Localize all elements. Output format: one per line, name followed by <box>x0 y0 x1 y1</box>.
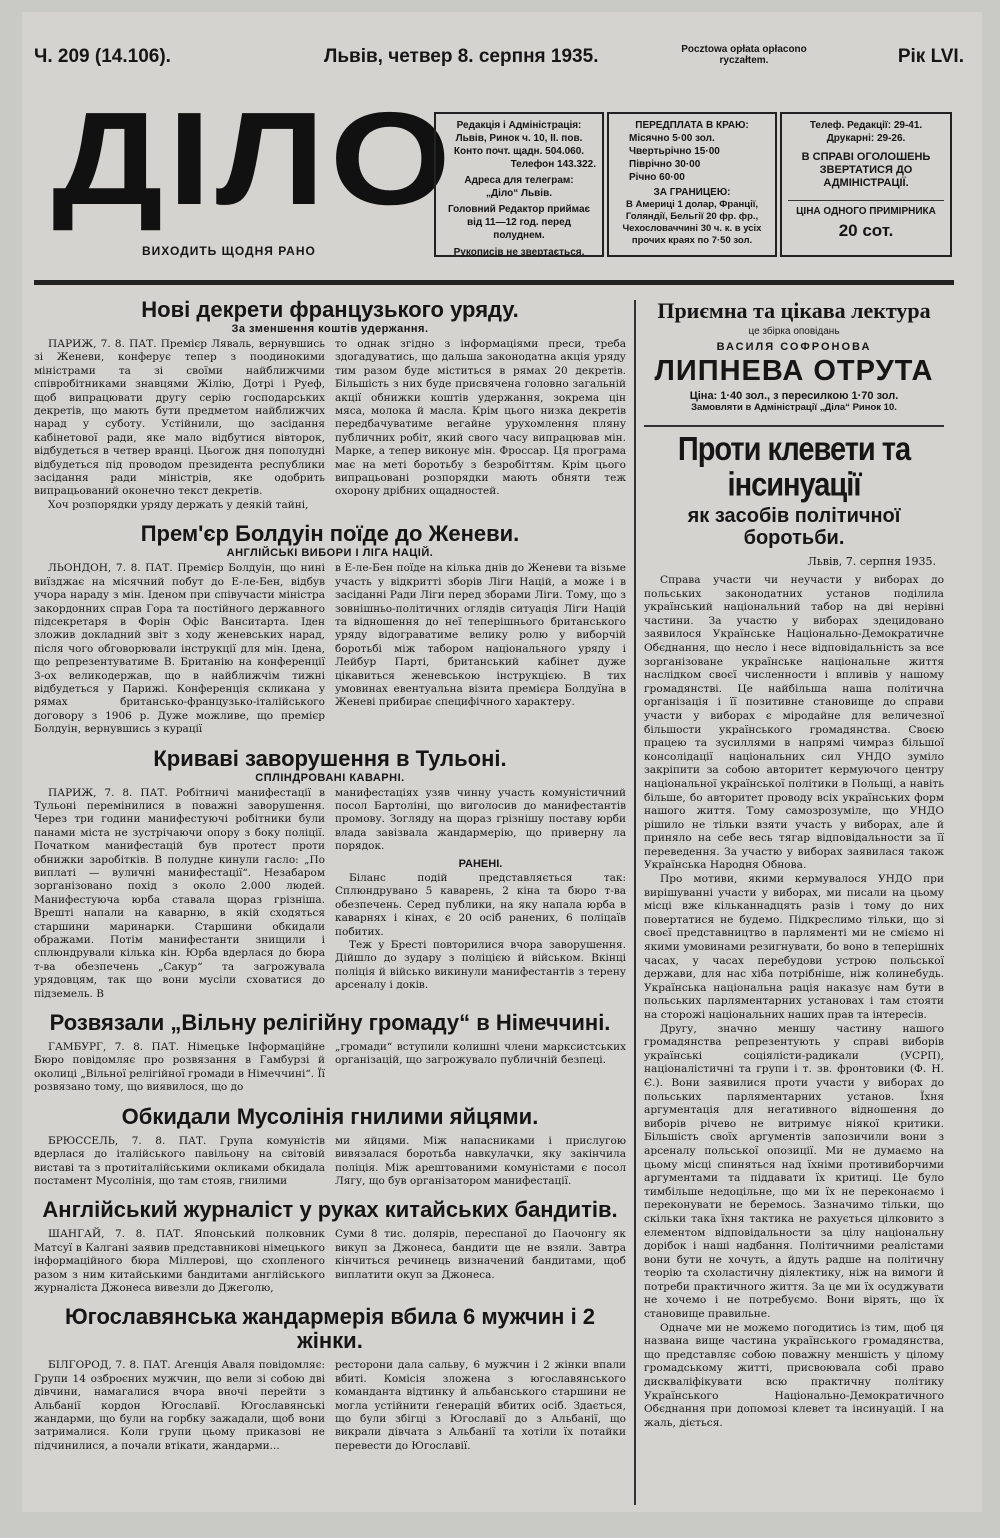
subscription-title: ПЕРЕДПЛАТА В КРАЮ: <box>635 120 749 131</box>
article-body <box>34 338 626 512</box>
article-subtitle: За зменшення коштів удержання. <box>231 323 429 335</box>
article-title: Нові декрети французького уряду. <box>141 297 519 322</box>
box1-line: Редакція і Адміністрація: <box>456 120 582 131</box>
article-body <box>34 1359 626 1453</box>
section-heading: РАНЕНІ. <box>458 857 503 870</box>
article-subtitle: АНГЛІЙСЬКІ ВИБОРИ І ЛІГА НАЦІЙ. <box>226 547 434 560</box>
editorial-info-box <box>434 112 604 257</box>
article-text: Теж у Бресті повторилися вчора заворушення. Дійшло до зудару з поліцією й військом. Вкінці поліція й військо викинули манифестантів з терену арсеналу і доків. <box>335 939 626 992</box>
ad-order: Замовляти в Адміністрації „Діла“ Ринок 10. <box>691 402 897 413</box>
contact-line: Телеф. Редакції: 29-41. <box>809 120 923 131</box>
box1-line: „Діло“ Львів. <box>485 188 553 199</box>
editorial-date: Львів, 7. серпня 1935. <box>807 555 936 568</box>
article-body <box>34 1041 626 1095</box>
ad-line: це збірка оповідань <box>748 326 840 337</box>
editorial-paragraph: Про мотиви, якими кермувалося УНДО при вирішуванні участи у виборах, ми писали на цьому місці вже кільканнадцять разів і тому до них повертатися не будемо. Підкреслимо тільки, що зі своєї представництво в парляменті ми не сміємо ні якими умовинами резигнувати, бо воно в теперішніх часах, у часах перебудови устрою польської держави, для нас хіба потрібніше, ніж колинебудь. Українська національна рація наказує нам бути в польських парляментарних установах і там стояти на сторожі національних наших прав та інтересів. <box>644 873 944 1021</box>
ad-headline: Приємна та цікава лектура <box>657 298 931 323</box>
ad-price: Ціна: 1·40 зол., з пересилкою 1·70 зол. <box>689 390 899 402</box>
article-text: БІЛГОРОД, 7. 8. ПАТ. Агенція Аваля повідомляє: Групи 14 озброєних мужчин, що вели зі собою дві дівчини, намагалися вчора вночі перейти з Альбанії кордон Югославії. Югославянські жандарми, що були на горбку зажадали, щоб вони затрималися. Коли групи цьому приказові не підчинилися, а почали втікати, жандарми... <box>34 1359 325 1452</box>
abroad-title: ЗА ГРАНИЦЕЮ: <box>653 187 731 198</box>
article-body <box>34 787 626 1002</box>
article-title: Югославянська жандармерія вбила 6 мужчин і 2 жінки. <box>64 1304 596 1354</box>
article-text: манифестаціях узяв чинну участь комуністичний посол Бартоліні, що виголосив до манифестантів промову. Зогляду на щораз грізнішу поставу юрби влада завізвала жандармерію, що приверну ла порядок. <box>335 786 626 853</box>
left-column <box>34 292 626 1453</box>
subscription-box <box>607 112 777 257</box>
editorial-body <box>644 574 944 1430</box>
contact-line: В СПРАВІ ОГОЛОШЕНЬ ЗВЕРТАТИСЯ ДО АДМІНІСТРАЦІЇ. <box>801 151 931 189</box>
article-title: Обкидали Мусолінія гнилими яйцями. <box>121 1103 539 1129</box>
article-title: Англійський журналіст у руках китайських бандитів. <box>42 1197 618 1223</box>
abroad-text: В Америці 1 долар, Франції, Голяндії, Бельгії 20 фр. фр., Чехословаччині 30 ч. к. в усіх прочих краях по 7·50 зол. <box>622 199 762 246</box>
box1-line: Конто почт. щадн. 504.060. <box>453 146 585 157</box>
box1-line: Телефон 143.322. <box>510 159 596 170</box>
article-title: Прем'єр Болдуін поїде до Женеви. <box>140 521 520 547</box>
article-text: ПАРИЖ, 7. 8. ПАТ. Премієр Ляваль, вернувшись зі Женеви, конферує тепер з поодинокими міністрами та зі своїми найближчими співробітниками знавцями Жілію, Дотрі і Руеф, щоб випрацювати другу серію господарських декретів, що мають бути предметом найближчих нарад у суботу. Устійнили, що засідання кабінетової ради, яке мало відбутися вівторок, відбудеться в четвер вранці. Цьогож дня пополудні відбудеться під проводом президента республики засідання ради міністрів, яке одобрить випрацьований оконечно текст декретів. <box>34 338 325 498</box>
separator <box>644 425 944 427</box>
editorial-paragraph: Одначе ми не можемо погодитись із тим, щоб ця названа вище частина українського громадянства, що представляє собою поважну меншість у цілому громадському житті, присвоювала собі право дискваліфікувати всю практичну політику Українського Національно-Демократичного Обєднання при допомозі клевет та інсинуацій. І на жаль, діється. <box>644 1321 944 1429</box>
subscription-row: Річно 60·00 <box>629 172 685 183</box>
issue-number: Ч. 209 (14.106). <box>34 46 171 67</box>
article-body <box>34 562 626 736</box>
newspaper-subtitle: ВИХОДИТЬ ЩОДНЯ РАНО <box>142 244 316 258</box>
subscription-row: Піврічно 30·00 <box>629 159 701 170</box>
article-text: „громади“ вступили колишні члени марксистських організацій, що загрожувало публичній безпеці. <box>335 1041 626 1067</box>
editorial-title: Проти клевети та інсинуації <box>677 431 911 504</box>
article-text: ресторони дала сальву, 6 мужчин і 2 жінки впали вбиті. Комісія зложена з югославянського команданта відтинку й альбанського старшини не могла устійнити ґенерацій вбитих осіб. Здається, що були збігці з Югославії до з Альбанії, що викрали дівчата з Альбанії та хотіли їх потайки перевести до Югославії. <box>335 1359 626 1452</box>
year-label: Рік LVI. <box>897 46 964 67</box>
ad-book-title: ЛИПНЕВА ОТРУТА <box>654 355 934 387</box>
article-title: Криваві заворушення в Тульоні. <box>153 745 507 771</box>
price-line: 20 сот. <box>838 221 894 240</box>
place-date: Львів, четвер 8. серпня 1935. <box>324 46 599 67</box>
subscription-row: Місячно 5·00 зол. <box>629 133 715 144</box>
editorial-paragraph: Справа участи чи неучасти у виборах до польських законодатних установ поділила український національний табор на дві нерівні частини. За участю у виборах здецидовано заявилося Українське Національно-Демократичне Обєднання, що несло і несе відповідальність за все зорганізоване українське національне життя наслідком своєї численности і впливів у нашому громадянстві. Це найбільша наша політична організація і її позитивне становище до справи участи у виборах є міродайне для величезної більшости українського громадянства. Своєю працею та зусиллями в напрямі чимраз більшої консолідації національних сил УНДО зуміло закріпити за собою авторитет кермуючого центру національної української політики в Польщі, а навіть більше, бо авторитет проводу всіх українських форм нашого життя. Тому самозрозуміле, що УНДО рішило не тільки взяти участь у виборах, але й приняло на себе весь тягар відповідальности за її переведення. За участю у виборах заявилася також Українська Народня Обнова. <box>644 574 944 872</box>
column-rule <box>634 300 636 1505</box>
contact-box <box>780 112 952 257</box>
article-title: Розвязали „Вільну релігійну громаду“ в Німеччині. <box>49 1010 611 1036</box>
book-advertisement <box>644 298 944 413</box>
article-text: БРЮССЕЛЬ, 7. 8. ПАТ. Група комуністів вдерлася до італійського павільону на світовій виставі та з протиіталійськими окликами обкидала постамент Мусолінія, що там стояв, гнилими <box>34 1134 325 1187</box>
newspaper-page <box>22 12 982 1512</box>
article-text: Біланс подій представляється так: Сплюндрувано 5 каварень, 2 кіна та бюро т-ва обезпечень. Серед публики, на яку напала юрба в каварнях і кінах, є 20 осіб ранених, 6 поліцаїв побитих. <box>335 872 626 938</box>
editorial-subtitle: як засобів політичної боротьби. <box>687 505 901 549</box>
newspaper-title: ДІЛО <box>52 85 456 232</box>
postal-note: Pocztowa opłata opłacono ryczałtem. <box>681 44 807 66</box>
article-text: ПАРИЖ, 7. 8. ПАТ. Робітничі манифестації в Тульоні перемінилися в поважні заворушення. Через три години манифестуючі робітники були панами міста не зустрічаючи опору з боку поліції. Початком манифестацій був протест проти обнижки заробітків. В полудне кинули гасло: „По виплаті — вуличні манифестації“. Незабаром зорганізовано похід з около 2.000 людей. Манифестуюча юрба ставала щораз грізніша. Врешті напали на каварню, в якій сходяться старшини маринарки. Старшини обкидали ображами. Потім манифестанти знищили і сплюндрували кілька кін. Юрба вдерлася до бюра т-ва обезпечень „Сакур“ та загрожувала урядовцям, так що вони мусіли сховатися до підземель. В <box>34 786 325 1000</box>
article-body <box>34 1135 626 1189</box>
article-text: в Е-ле-Бен поїде на кілька днів до Женеви та візьме участь у відкритті зборів Ліги Націй, а може і в засіданні Ради Ліги перед зборами Ліги. Тому, що з зовнішньо-політичних оглядів ситуація Ліги Націй та відношення до неї теперішнього британського уряду відограватиме велику ролю у виборчій боротьбі між табором національного уряду і Лейбур Парті, британський кабінет дуже цікавиться женевською інструкцією. В тих умовинах евентуальна візита премієра Болдуїна в Женеві прибирає специфічного характеру. <box>335 562 626 709</box>
article-text: то однак згідно з інформаціями преси, треба здогадуватись, що дальша законодатна акція уряду тим разом буде міститься в рямах 20 декретів. Більшість з них буде присвячена головно загальній акції обнижки коштів удержання, зокрема цін мяса, молока й масла. Крім цього низка декретів передбачуватиме вегайне урухомлення пляну публичних робіт, який свого часу випрацював мін. Марке, а тепер виконує мін. Фроссар. Ця програма має на меті боротьбу з безробіттям. Крім цього випрацьовані розпорядки мають обняти теж охорону дрібних ощадностей. <box>335 338 626 498</box>
article-text: ГАМБУРГ, 7. 8. ПАТ. Німецьке Інформаційне Бюро повідомляє про розвязання в Гамбурзі й околиці „Вільної релігійної громади в Німеччині“. Її розвязано тому, що виявилося, що до <box>34 1041 325 1094</box>
article-text: ми яйцями. Між напасниками і прислугою вивязалася боротьба навкулачки, яку закінчила поліція. Між арештованими комуністами є посол Лягу, що був організатором манифестації. <box>335 1134 626 1187</box>
article-text: Суми 8 тис. долярів, переспаної до Паочонгу як викуп за Джонеса, бандити ще не взяли. Завтра кінчиться речинець визначений бандитами, щоб виплатити окуп за Джонеса. <box>335 1228 626 1281</box>
subscription-row: Чвертьрічно 15·00 <box>629 146 720 157</box>
article-text: Хоч розпорядки уряду держать у деякій тайні, <box>48 498 309 511</box>
ad-author: ВАСИЛЯ СОФРОНОВА <box>716 341 872 353</box>
article-subtitle: СПЛІНДРОВАНІ КАВАРНІ. <box>255 771 405 784</box>
box1-line: Рукописів не звертається. <box>453 247 585 258</box>
contact-line: Друкарні: 29-26. <box>826 133 906 144</box>
article-body <box>34 1228 626 1295</box>
box1-line: Адреса для телеграм: <box>464 175 574 186</box>
box1-line: Головний Редактор приймає від 11—12 год. перед полуднем. <box>447 204 591 241</box>
article-text: ШАНГАЙ, 7. 8. ПАТ. Японський полковник Матсуї в Калгані заявив представникові німецького інформаційного бюра Міллерові, що схопленого разом з ним китайськими бандитами англійського журналіста Джонеса вивезли до Джеголю, <box>34 1228 325 1294</box>
masthead <box>52 84 972 274</box>
article-text: ЛЬОНДОН, 7. 8. ПАТ. Премієр Болдуін, що нині виїзджає на місячний побут до Е-ле-Бен, відбув учора нараду з мін. Іденом при співучасти міністра закордонних справ Гора та постійного державного підсекретаря в Форін Офіс Ванситарта. Іден зложив докладний звіт з ходу женевських нарад, після чого обговорювали інструкції для мін. Ідена, що репрезентуватиме В. Британію на конференції 3-ох великодержав, що в найближчім тижні відбудеться у Парижі. Конференція скликана у рямах британсько-французько-італійського договору з 1906 р. Дуже можливе, що премієр Болдуін, вернувшись з курації <box>34 562 325 736</box>
contact-line: ЦІНА ОДНОГО ПРИМІРНИКА <box>788 200 944 218</box>
editorial-paragraph: Другу, значно меншу частину нашого громадянства репрезентують у справі виборів українські соціялісти-радикали (УСРП), націоналістичні та групи і т. зв. фронтовики (Ф. Н. Є.). Вони заявилися проти участи у виборах до польських парляментарних установ. Їхня аргументація для негативного відношення до виборів річево не витримує ніякої критики. Більшість своїх аргументів запозичили вони з арсеналу польської опозиції. Ми не думаємо на цьому місці спиняться над їхніми противиборчими аргументами та піддавати їх критиці. Це було тимбільше недоцільне, що ми їх не переконаємо і переконувати не беремось. Зазначимо тільки, що скільки така їхня тактика не рахується цілковито з елементом відповідальности за цілу національну дорібок і наші надбання. Політичними реалістами вони бути не хочуть, а йдуть радше на політичну теорію та схоластичну діялектику, ніж на вимоги й потреби практичного життя. За це ми їх осуджувати не хочемо і не потребуємо. Вони вірять, що їх становище правильне. <box>644 1022 944 1321</box>
header-rule <box>34 280 954 285</box>
box1-line: Львів, Ринок ч. 10, II. пов. <box>455 133 583 144</box>
right-column <box>644 292 944 1430</box>
